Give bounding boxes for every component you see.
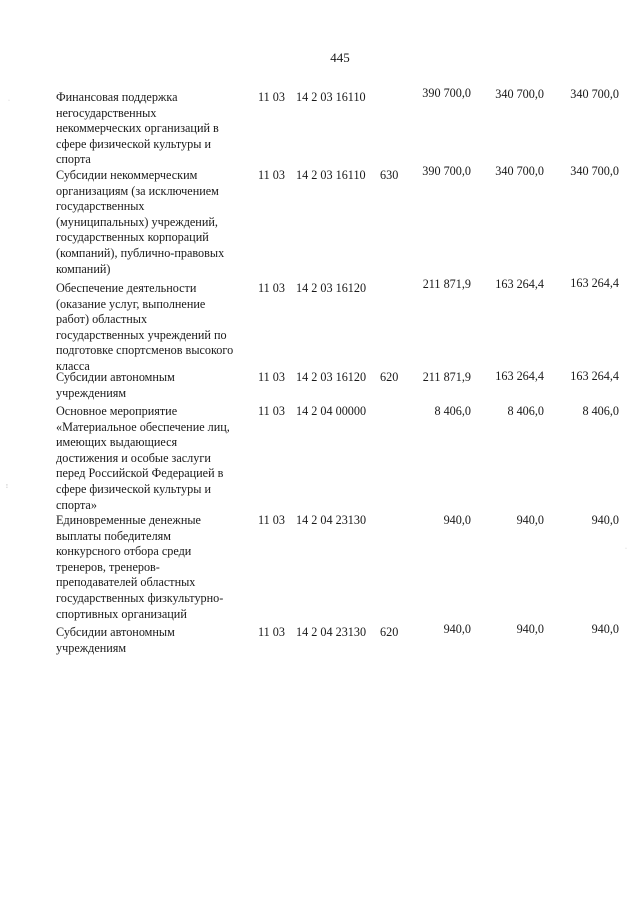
amount-year1: 940,0 bbox=[443, 513, 471, 527]
row-name-line: преподавателей областных bbox=[56, 575, 196, 590]
amount-year1: 8 406,0 bbox=[434, 404, 471, 418]
row-name-line: учреждениям bbox=[56, 640, 127, 655]
row-name-line: сфере физической культуры и bbox=[56, 136, 211, 151]
section-code: 11 03 bbox=[258, 281, 285, 295]
row-name bbox=[56, 90, 256, 168]
row-name-line: работ) областных bbox=[56, 312, 148, 327]
expense-type-code: 620 bbox=[380, 625, 399, 639]
row-name bbox=[56, 281, 256, 375]
row-name-line: перед Российской Федерацией в bbox=[56, 466, 224, 481]
row-name bbox=[56, 370, 256, 401]
section-code: 11 03 bbox=[258, 370, 285, 384]
scan-mark: · bbox=[8, 98, 10, 104]
section-code: 11 03 bbox=[258, 625, 285, 639]
row-name-line: тренеров, тренеров- bbox=[56, 559, 160, 574]
row-name-line: Финансовая поддержка bbox=[56, 90, 178, 104]
expense-type-code: 630 bbox=[380, 168, 399, 182]
row-name-line: государственных bbox=[56, 199, 145, 214]
scan-mark: ⁝ bbox=[6, 484, 8, 490]
row-name-line: спорта» bbox=[56, 497, 97, 512]
section-code: 11 03 bbox=[258, 90, 285, 104]
row-name-line: класса bbox=[56, 358, 90, 373]
page-number: 445 bbox=[330, 50, 350, 65]
section-code: 11 03 bbox=[258, 168, 285, 182]
target-code: 14 2 03 16120 bbox=[296, 281, 367, 295]
amount-year2: 8 406,0 bbox=[507, 404, 544, 418]
row-name bbox=[56, 168, 256, 277]
amount-year2: 340 700,0 bbox=[495, 87, 544, 101]
amount-year2: 340 700,0 bbox=[495, 164, 544, 178]
section-code: 11 03 bbox=[258, 404, 285, 418]
row-name-line: Субсидии автономным bbox=[56, 370, 175, 384]
row-name-line: «Материальное обеспечение лиц, bbox=[56, 419, 230, 434]
amount-year1: 390 700,0 bbox=[422, 164, 471, 178]
row-name-line: негосударственных bbox=[56, 105, 157, 120]
row-name-line: некоммерческих организаций в bbox=[56, 121, 219, 136]
row-name-line: Основное мероприятие bbox=[56, 404, 178, 418]
amount-year2: 940,0 bbox=[516, 513, 544, 527]
row-name-line: государственных корпораций bbox=[56, 230, 209, 245]
row-name-line: подготовке спортсменов высокого bbox=[56, 343, 234, 358]
row-name-line: выплаты победителям bbox=[56, 528, 171, 543]
row-name-line: спортивных организаций bbox=[56, 606, 187, 621]
row-name-line: компаний) bbox=[56, 261, 111, 276]
amount-year1: 940,0 bbox=[443, 622, 471, 636]
row-name-line: (муниципальных) учреждений, bbox=[56, 214, 218, 229]
row-name-line: спорта bbox=[56, 152, 91, 167]
target-code: 14 2 04 23130 bbox=[296, 625, 367, 639]
target-code: 14 2 03 16120 bbox=[296, 370, 367, 384]
amount-year3: 940,0 bbox=[591, 622, 619, 636]
amount-year2: 163 264,4 bbox=[495, 277, 544, 291]
row-name-line: достижения и особые заслуги bbox=[56, 450, 211, 465]
row-name-line: (оказание услуг, выполнение bbox=[56, 296, 206, 311]
row-name bbox=[56, 404, 256, 513]
row-name-line: государственных учреждений по bbox=[56, 327, 227, 342]
row-name-line: организациям (за исключением bbox=[56, 183, 219, 198]
target-code: 14 2 03 16110 bbox=[296, 168, 366, 182]
expense-type-code: 620 bbox=[380, 370, 399, 384]
row-name bbox=[56, 513, 256, 622]
row-name-line: государственных физкультурно- bbox=[56, 590, 224, 605]
row-name-line: (компаний), публично-правовых bbox=[56, 245, 225, 260]
amount-year2: 163 264,4 bbox=[495, 369, 544, 383]
amount-year1: 211 871,9 bbox=[422, 277, 471, 291]
target-code: 14 2 04 00000 bbox=[296, 404, 367, 418]
target-code: 14 2 03 16110 bbox=[296, 90, 366, 104]
row-name-line: Обеспечение деятельности bbox=[56, 281, 197, 295]
amount-year3: 163 264,4 bbox=[570, 369, 619, 383]
amount-year3: 940,0 bbox=[591, 513, 619, 527]
amount-year3: 340 700,0 bbox=[570, 164, 619, 178]
row-name-line: Субсидии некоммерческим bbox=[56, 168, 198, 182]
row-name-line: учреждениям bbox=[56, 385, 127, 400]
row-name-line: конкурсного отбора среди bbox=[56, 544, 192, 559]
amount-year1: 211 871,9 bbox=[422, 370, 471, 384]
row-name-line: имеющих выдающиеся bbox=[56, 435, 178, 450]
amount-year3: 8 406,0 bbox=[582, 404, 619, 418]
row-name-line: Единовременные денежные bbox=[56, 513, 201, 527]
section-code: 11 03 bbox=[258, 513, 285, 527]
scan-mark: · bbox=[625, 546, 627, 552]
amount-year3: 340 700,0 bbox=[570, 87, 619, 101]
row-name bbox=[56, 625, 256, 656]
target-code: 14 2 04 23130 bbox=[296, 513, 367, 527]
row-name-line: сфере физической культуры и bbox=[56, 481, 211, 496]
amount-year1: 390 700,0 bbox=[422, 86, 471, 100]
row-name-line: Субсидии автономным bbox=[56, 625, 175, 639]
amount-year2: 940,0 bbox=[516, 622, 544, 636]
amount-year3: 163 264,4 bbox=[570, 276, 619, 290]
